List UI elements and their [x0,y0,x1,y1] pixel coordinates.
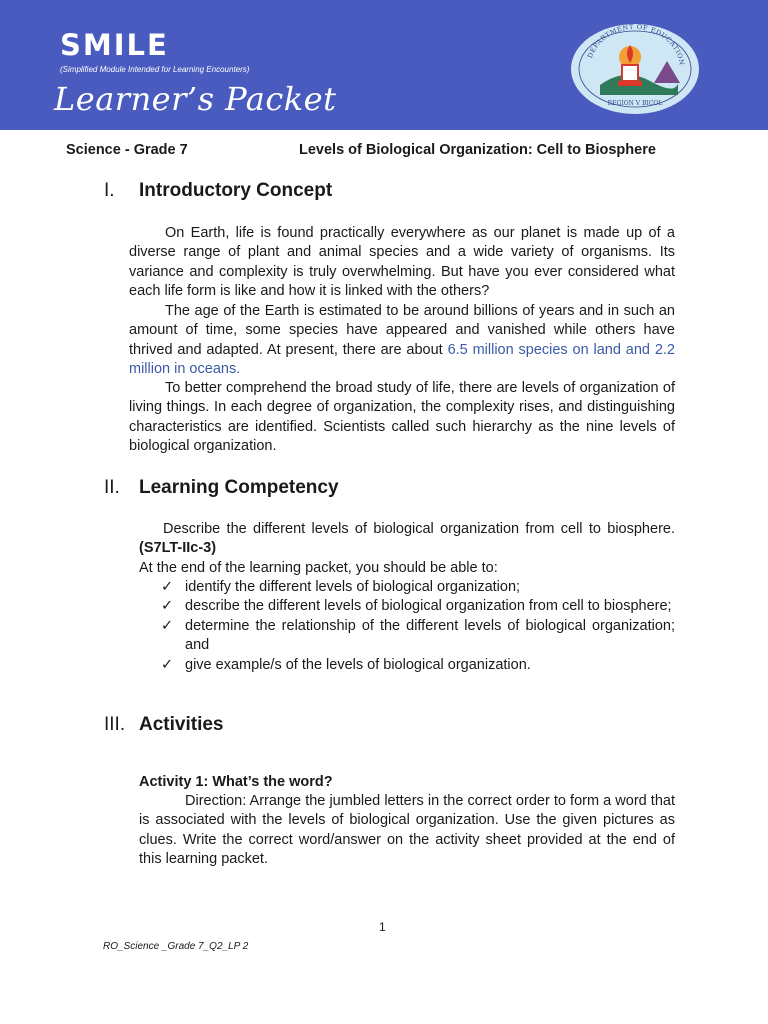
footer-code: RO_Science _Grade 7_Q2_LP 2 [103,941,249,952]
topic-label: Levels of Biological Organization: Cell to Biosphere [299,142,656,158]
activity-title: Activity 1: What’s the word? [139,774,333,790]
section-number: I. [104,180,115,201]
brand-title: SMILE [60,28,169,62]
brand-subtitle: (Simplified Module Intended for Learning Encounters) [60,65,250,74]
intro-paragraph-3: To better comprehend the broad study of life, there are levels of organization of living things. In each degree of organization, the complexity rises, and distinguishing characteristics are identified. Scientists called such hierarchy as the nine levels of biological organization. [129,380,675,455]
list-item: ✓ describe the different levels of biological organization from cell to biosphere; [139,597,675,616]
banner [0,0,768,130]
checkmark-icon: ✓ [161,617,174,634]
section-title-intro: Introductory Concept [139,180,333,201]
list-item: ✓ give example/s of the levels of biological organization. [139,656,675,675]
competency-statement: Describe the different levels of biological organization from cell to biosphere. (S7LT-IIc-3) [139,521,675,557]
section-number: III. [104,714,126,735]
competency-code: (S7LT-IIc-3) [139,540,217,557]
svg-text:DEPARTMENT OF EDUCATION: DEPARTMENT OF EDUCATION [585,23,686,67]
section-title-competency: Learning Competency [139,477,339,498]
svg-text:REGION V BICOL: REGION V BICOL [607,100,663,107]
checkmark-icon: ✓ [161,656,174,673]
page-number: 1 [379,920,386,934]
checkmark-icon: ✓ [161,598,174,615]
subject-label: Science - Grade 7 [66,142,188,158]
activity-direction: Direction: Arrange the jumbled letters in the correct order to form a word that is associated with the levels of biological organization. Use the given pictures as clues. Write the correct word/answer on the activity sheet provided at the end of this learning packet. [139,793,675,868]
checkmark-icon: ✓ [161,579,174,595]
list-item: ✓ determine the relationship of the different levels of biological organization; and [161,617,675,654]
deped-seal-logo [570,23,700,115]
intro-paragraph-1: On Earth, life is found practically everywhere as our planet is made up of a diverse range of plant and animal species and a wide variety of organisms. Its variance and complexity is truly overwhelming. But have you ever considered what each life form is like and how it is linked with the others? [129,225,675,300]
intro-paragraph-2: The age of the Earth is estimated to be around billions of years and in such an amount of time, some species have appeared and vanished while others have thrived and adapted. At present, there are about 6.5 million species on land and 2.2 million in oceans. [129,303,675,378]
section-number: II. [104,477,120,498]
section-title-activities: Activities [139,714,224,735]
competency-lead: At the end of the learning packet, you should be able to: [139,560,498,576]
species-count-highlight: 6.5 million species on land and 2.2 million in oceans. [129,341,675,378]
list-item: ✓ identify the different levels of biological organization; [139,578,675,597]
objectives-list [139,578,675,675]
packet-title: Learner’s Packet [54,80,337,118]
